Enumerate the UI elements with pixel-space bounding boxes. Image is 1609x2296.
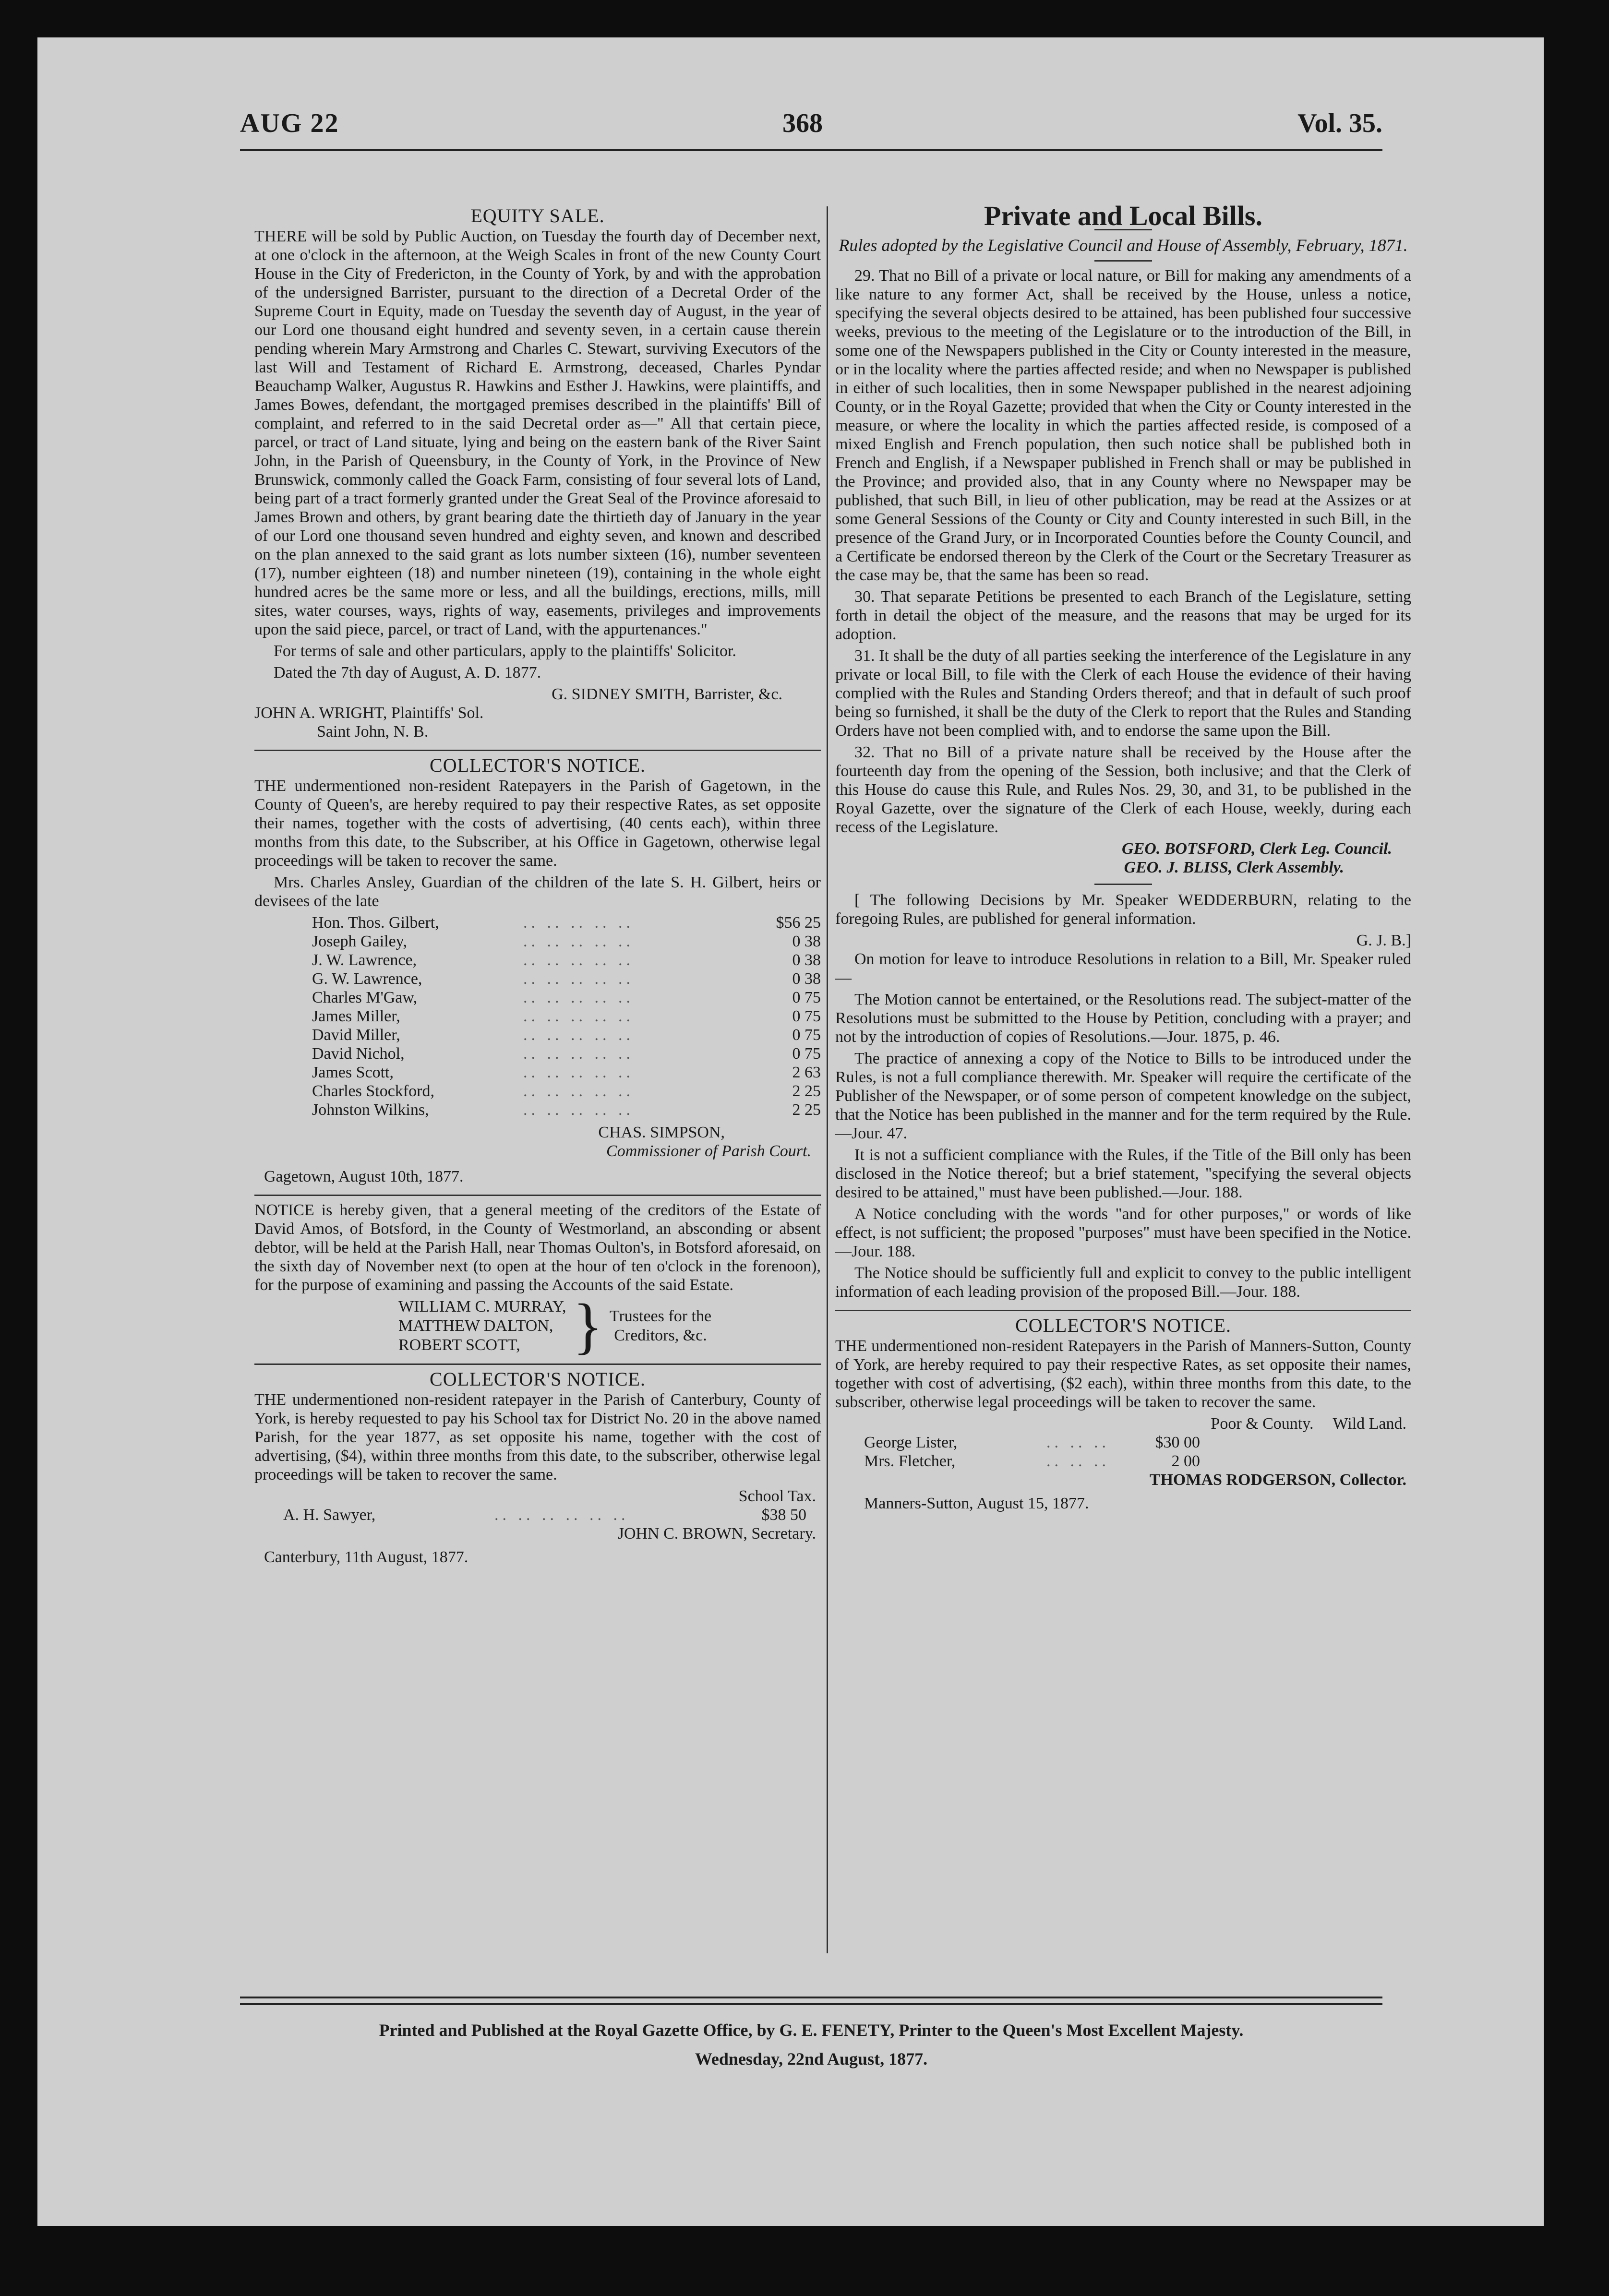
manners-body: THE undermentioned non-resident Ratepayers in the Parish of Manners-Sutton, County of York, are hereby required to pay their respective Rates, as set opposite their names, together with cost of advertising, ($2 each), within three months from this date, to the subscriber, otherwise legal proceedings will be taken to recover the same. [835,1337,1411,1411]
rule-32: 32. That no Bill of a private nature shall be received by the House after the fourteenth day from the opening of the Session, both inclusive; and that the Clerk of this House do cause this Rule, and Rules Nos. 29, 30, and 31, to be published in the Royal Gazette, over the signature of the Clerk of each House, weekly, during each recess of the Legislature. [835,743,1411,836]
leader-dots: .. .. .. [1046,1452,1110,1470]
bills-title: Private and Local Bills. [984,200,1262,231]
bills-signature-assembly: GEO. J. BLISS, Clerk Assembly. [1124,859,1344,876]
list-item [254,932,821,951]
gagetown-dated: Gagetown, August 10th, 1877. [264,1168,464,1185]
ratepayer-name: Mrs. Fletcher, [864,1452,956,1470]
leader-dots: .. .. .. .. .. [523,970,634,988]
ratepayer-amount: $56 25 [776,914,821,932]
column-header: Poor & County. [1211,1415,1314,1433]
manners-title: COLLECTOR'S NOTICE. [1015,1315,1231,1336]
canterbury-title: COLLECTOR'S NOTICE. [430,1368,646,1390]
leader-dots: .. .. .. .. .. [523,1007,634,1025]
ratepayer-amount: $30 00 [1155,1434,1200,1451]
ratepayer-name: Johnston Wilkins, [312,1101,429,1119]
decision-6: The Notice should be sufficiently full and explicit to convey to the public intelligent information of each leading provision of the proposed Bill.—Jour. 188. [835,1264,1411,1301]
publication-date: Wednesday, 22nd August, 1877. [695,2049,928,2069]
publisher-line: Printed and Published at the Royal Gazette Office, by G. E. FENETY, Printer to the Queen's Most Excellent Majesty. [379,2021,1244,2040]
ratepayer-name: Joseph Gailey, [312,933,407,950]
ratepayer-amount: 2 63 [792,1064,821,1081]
equity-sale-location: Saint John, N. B. [317,723,429,741]
speaker-note: [ The following Decisions by Mr. Speaker WEDDERBURN, relating to the foregoing Rules, are published for general information. [835,891,1411,928]
header-rule [240,149,1382,151]
decision-4: It is not a sufficient compliance with the Rules, if the Title of the Bill only has been disclosed in the Notice thereof; but a brief statement, "specifying the several objects desired to be attained," must have been published.—Jour. 188. [835,1146,1411,1201]
list-item [835,1452,1411,1471]
header-volume: Vol. 35. [1297,108,1382,138]
list-item [254,988,821,1007]
leader-dots: .. .. .. .. .. .. [494,1506,629,1524]
canterbury-signature: JOHN C. BROWN, Secretary. [617,1525,816,1543]
ratepayer-name: David Nichol, [312,1045,405,1063]
ratepayer-amount: 2 00 [1171,1452,1200,1470]
trustee-role-line: Creditors, &c. [614,1327,707,1344]
ratepayer-name: A. H. Sawyer, [283,1506,376,1524]
list-item [254,1506,821,1524]
right-column [835,200,1411,1513]
subtitle-rule [1094,260,1152,262]
canterbury-dated: Canterbury, 11th August, 1877. [264,1548,468,1566]
ratepayer-name: George Lister, [864,1434,958,1451]
gagetown-role: Commissioner of Parish Court. [606,1142,811,1160]
manners-signature: THOMAS RODGERSON, Collector. [1149,1471,1406,1489]
canterbury-tax-header: School Tax. [738,1487,816,1505]
canterbury-body: THE undermentioned non-resident ratepayer in the Parish of Canterbury, County of York, is hereby requested to pay his School tax for District No. 20 in the above named Parish, for the year 1877, as set opposite his name, together with the cost of advertising, ($4), within three months from this date, to the subscriber, otherwise legal proceedings will be taken to recover the same. [254,1391,821,1483]
leader-dots: .. .. .. .. .. [523,1082,634,1100]
ratepayer-name: G. W. Lawrence, [312,970,422,988]
equity-sale-solicitor: JOHN A. WRIGHT, Plaintiffs' Sol. [254,704,484,722]
list-item [254,1100,821,1119]
list-item [254,1026,821,1044]
column-header: Wild Land. [1333,1415,1406,1433]
equity-sale-title: EQUITY SALE. [470,205,605,227]
list-item [254,913,821,932]
list-item [254,1044,821,1063]
rule-30: 30. That separate Petitions be presented to each Branch of the Legislature, setting forth in detail the object of the measure, and the reasons that may be urged for its adoption. [835,588,1411,643]
collector-notice-canterbury [254,1370,821,1567]
leader-dots: .. .. .. .. .. [523,933,634,950]
ratepayer-amount: 0 75 [792,989,821,1006]
list-item [254,969,821,988]
collector-notice-gagetown [254,756,821,1186]
footer-rules [240,1997,1382,2005]
brace-symbol: } [573,1292,603,1361]
short-rule [1094,884,1152,885]
leader-dots: .. .. .. .. .. [523,1026,634,1044]
manners-dated: Manners-Sutton, August 15, 1877. [864,1495,1089,1512]
ratepayer-amount: 0 75 [792,1045,821,1063]
trustee-role [610,1307,711,1345]
leader-dots: .. .. .. .. .. [523,951,634,969]
page-footer [240,2016,1382,2073]
ratepayer-amount: 0 38 [792,970,821,988]
page-header [240,108,1382,170]
section-rule [254,1195,821,1196]
notice-amos-estate [254,1201,821,1361]
ratepayer-amount: 0 38 [792,933,821,950]
equity-sale-dated: Dated the 7th day of August, A. D. 1877. [274,664,541,682]
header-page-number: 368 [782,108,823,138]
list-item [254,1063,821,1082]
decision-2: The Motion cannot be entertained, or the Resolutions read. The subject-matter of the Resolutions must be submitted to the House by Petition, concluding with a prayer; and not by the introduction of copies of Resolutions.—Jour. 1875, p. 46. [835,991,1411,1046]
ratepayer-amount: 0 75 [792,1007,821,1025]
equity-sale-notice [254,206,821,741]
leader-dots: .. .. .. .. .. [523,1064,634,1081]
gagetown-title: COLLECTOR'S NOTICE. [430,754,646,776]
left-column [254,206,821,1567]
ratepayer-amount: 0 38 [792,951,821,969]
column-divider [827,206,828,1953]
bills-signature-council: GEO. BOTSFORD, Clerk Leg. Council. [1122,840,1392,858]
ratepayer-amount: 2 25 [792,1082,821,1100]
ratepayer-amount: $38 50 [761,1506,806,1524]
leader-dots: .. .. .. .. .. [523,1101,634,1119]
ratepayer-name: David Miller, [312,1026,400,1044]
ratepayer-amount: 2 25 [792,1101,821,1119]
private-local-bills [835,200,1411,1301]
section-rule [835,1310,1411,1311]
leader-dots: .. .. .. .. .. [523,914,634,932]
amos-trustees [254,1292,821,1361]
gagetown-body: THE undermentioned non-resident Ratepayers in the Parish of Gagetown, in the County of Queen's, are hereby required to pay their respective Rates, as set opposite their names, together with the costs of advertising, (40 cents each), within three months from this date, to the Subscriber, at his Office in Gagetown, otherwise legal proceedings will be taken to recover the same. [254,777,821,870]
ratepayer-name: Hon. Thos. Gilbert, [312,914,439,932]
trustee-role-line: Trustees for the [609,1307,712,1325]
bills-subtitle: Rules adopted by the Legislative Council and House of Assembly, February, 1871. [839,236,1408,255]
leader-dots: .. .. .. [1046,1434,1110,1451]
footer-rule [240,1997,1382,1998]
list-item [254,951,821,969]
gagetown-signature: CHAS. SIMPSON, [598,1124,725,1141]
speaker-note-signature: G. J. B.] [1356,932,1411,949]
gagetown-ratepayer-list [254,913,821,1119]
ratepayer-name: James Miller, [312,1007,400,1025]
equity-sale-signature: G. SIDNEY SMITH, Barrister, &c. [552,685,782,703]
equity-sale-terms: For terms of sale and other particulars, apply to the plaintiffs' Solicitor. [274,642,736,660]
trustee-name: ROBERT SCOTT, [398,1336,520,1354]
rule-31: 31. It shall be the duty of all parties seeking the interference of the Legislature in any private or local Bill, to file with the Clerk of each House the evidence of their having complied with the Rules and Standing Orders thereof; and that in default of such proof being so furnished, it shall be the duty of the Clerk to report that the Rules and Standing Orders have not been complied with, and to endorse the same upon the Bill. [835,647,1411,740]
ratepayer-name: James Scott, [312,1064,394,1081]
leader-dots: .. .. .. .. .. [523,1045,634,1063]
trustee-name: MATTHEW DALTON, [398,1317,553,1335]
section-rule [254,750,821,751]
list-item [254,1082,821,1100]
decision-1: On motion for leave to introduce Resolutions in relation to a Bill, Mr. Speaker ruled— [835,950,1411,987]
gagetown-intro: Mrs. Charles Ansley, Guardian of the children of the late S. H. Gilbert, heirs or devisees of the late [254,873,821,910]
decision-3: The practice of annexing a copy of the Notice to Bills to be introduced under the Rules, is not a full compliance therewith. Mr. Speaker will require the certificate of the Publisher of the Newspaper, or of some person of competent knowledge on the subject, that the Notice has been published in the manner and for the term required by the Rule.—Jour. 47. [835,1050,1411,1142]
rule-29: 29. That no Bill of a private or local nature, or Bill for making any amendments of a like nature to any former Act, shall be received by the House, unless a notice, specifying the several objects desired to be attained, has been published four successive weeks, previous to the meeting of the Legislature or to the introduction of the Bill, in some one of the Newspapers published in the City or County interested in the measure, or in the locality where the parties affected reside; and when no Newspaper is published in either of such localities, then in some Newspaper published in the nearest adjoining County, or in the Royal Gazette; provided that when the City or County interested in the measure, or where the locality in which the parties affected reside, is composed of a mixed English and French population, then such notice shall be published both in French and English, if a Newspaper published in French shall or may be published in the Province; and provided also, that in any County where no Newspaper may be published, that such Bill, in lieu of other publication, may be read at the Assizes or at some General Sessions of the County or City and County interested in such Bill, in the presence of the Grand Jury, or in Incorporated Counties before the County Council, and a Certificate be endorsed thereon by the Clerk of the Court or the Secretary Treasurer as the case may be, that the same has been so read. [835,267,1411,584]
ratepayer-amount: 0 75 [792,1026,821,1044]
equity-sale-body: THERE will be sold by Public Auction, on Tuesday the fourth day of December next, at one o'clock in the afternoon, at the Weigh Scales in front of the new County Court House in the City of Fredericton, in the County of York, by and with the approbation of the undersigned Barrister, pursuant to the direction of a Decretal Order of the Supreme Court in Equity, made on Tuesday the seventh day of August, in the year of our Lord one thousand eight hundred and seventy seven, in a certain cause therein pending wherein Mary Armstrong and Charles C. Stewart, surviving Executors of the last Will and Testament of Richard E. Armstrong, deceased, Charles Pyndar Beauchamp Walker, Augustus R. Hawkins and Esther J. Hawkins, were plaintiffs, and James Bowes, defendant, the mortgaged premises described in the plaintiffs' Bill of complaint, and referred to in the said Decretal order as—" All that certain piece, parcel, or tract of Land situate, lying and being on the eastern bank of the River Saint John, in the Parish of Queensbury, in the County of York, in the Province of New Brunswick, commonly called the Goack Farm, consisting of four several lots of Land, being part of a tract formerly granted under the Great Seal of the Province aforesaid to James Brown and others, by grant bearing date the thirtieth day of January in the year of our Lord one thousand seven hundred and eighty seven, and known and described on the plan annexed to the said grant as lots number sixteen (16), number seventeen (17), number eighteen (18) and number nineteen (19), containing in the whole eight hundred acres be the same more or less, and all the buildings, erections, mills, mill sites, water courses, ways, rights of way, easements, privileges and improvements upon the said piece, parcel, or tract of Land, with the appurtenances." [254,227,821,638]
trustee-names [254,1297,566,1355]
manners-column-headers [835,1414,1411,1433]
list-item [835,1433,1411,1452]
amos-body: NOTICE is hereby given, that a general meeting of the creditors of the Estate of David Amos, of Botsford, in the County of Westmorland, an absconding or absent debtor, will be held at the Parish Hall, near Thomas Oulton's, in Botsford aforesaid, on the sixth day of November next (to open at the hour of ten o'clock in the forenoon), for the purpose of examining and passing the Accounts of the said Estate. [254,1201,821,1294]
ratepayer-name: J. W. Lawrence, [312,951,417,969]
section-rule [254,1363,821,1365]
decision-5: A Notice concluding with the words "and for other purposes," or words of like effect, is not sufficient; the proposed "purposes" must have been specified in the Notice.—Jour. 188. [835,1205,1411,1260]
collector-notice-manners-sutton [835,1316,1411,1513]
trustee-name: WILLIAM C. MURRAY, [398,1298,566,1315]
list-item [254,1007,821,1026]
ratepayer-name: Charles Stockford, [312,1082,434,1100]
ratepayer-name: Charles M'Gaw, [312,989,418,1006]
header-date: AUG 22 [240,108,339,138]
footer-rule [240,2003,1382,2005]
leader-dots: .. .. .. .. .. [523,989,634,1006]
